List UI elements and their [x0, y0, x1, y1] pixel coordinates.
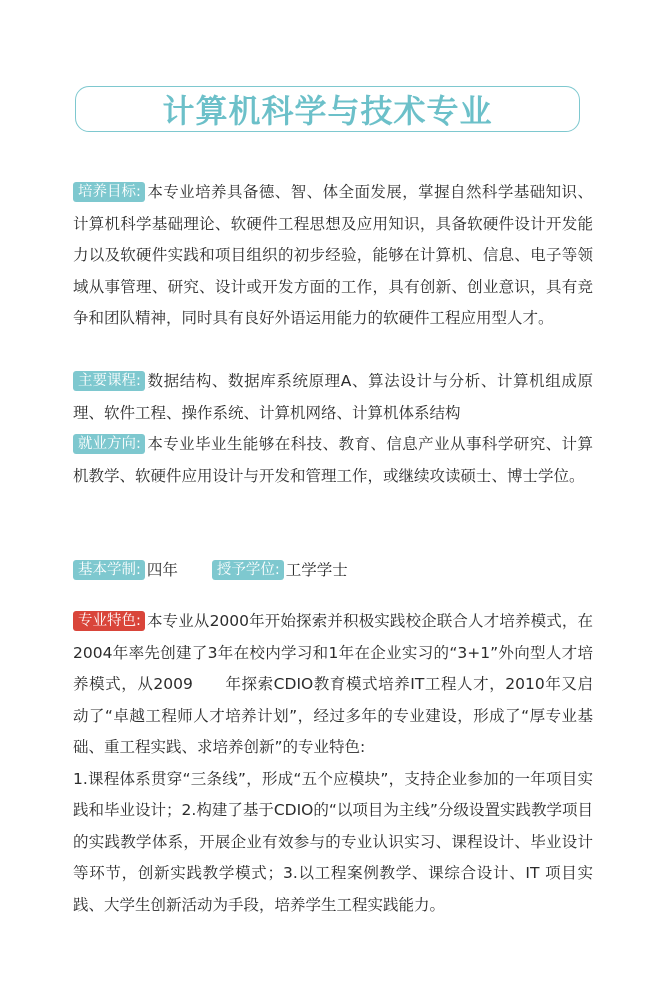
section-courses: [73, 366, 593, 429]
courses-text: 数据结构、数据库系统原理A、算法设计与分析、计算机组成原理、软件工程、操作系统、计算机网络、计算机体系结构: [73, 372, 593, 422]
career-label: 就业方向:: [73, 434, 145, 454]
courses-label: 主要课程:: [73, 371, 145, 391]
features-text-1: 本专业从2000年开始探索并积极实践校企联合人才培养模式，在2004年率先创建了3年在校内学习和1年在企业实习的“3+1”外向型人才培养模式，从2009: [73, 612, 593, 693]
title-box: [75, 86, 580, 132]
features-label: 专业特色:: [73, 611, 145, 631]
duration-value: 四年: [146, 561, 178, 579]
degree-label: 授予学位:: [212, 560, 284, 580]
duration-label: 基本学制:: [73, 560, 145, 580]
goal-label: 培养目标:: [73, 182, 145, 202]
career-text: 本专业毕业生能够在科技、教育、信息产业从事科学研究、计算机教学、软硬件应用设计与开发和管理工作，或继续攻读硕士、博士学位。: [73, 435, 593, 485]
features-text-2: 年探索CDIO教育模式培养IT工程人才，2010年又启动了“卓越工程师人才培养计划”，经过多年的专业建设，形成了“厚专业基础、重工程实践、求培养创新”的专业特色:: [73, 675, 593, 756]
page-title: 计算机科学与技术专业: [162, 92, 493, 130]
section-duration-degree: [73, 555, 348, 587]
degree-value: 工学学士: [285, 561, 348, 579]
section-career: [73, 429, 593, 492]
section-goal: [73, 177, 593, 335]
section-features: [73, 606, 593, 921]
goal-text: 本专业培养具备德、智、体全面发展，掌握自然科学基础知识、计算机科学基础理论、软硬件工程思想及应用知识，具备软硬件设计开发能力以及软硬件实践和项目组织的初步经验，能够在计算机、信息、电子等领域从事管理、研究、设计或开发方面的工作，具有创新、创业意识，具有竞争和团队精神，同时具有良好外语运用能力的软硬件工程应用型人才。: [73, 183, 593, 327]
features-points: 1.课程体系贯穿“三条线”，形成“五个应模块”，支持企业参加的一年项目实践和毕业设计；2.构建了基于CDIO的“以项目为主线”分级设置实践教学项目的实践教学体系，开展企业有效参与的专业认识实习、课程设计、毕业设计等环节，创新实践教学模式；3.以工程案例教学、课综合设计、IT 项目实践、大学生创新活动为手段，培养学生工程实践能力。: [73, 769, 593, 914]
